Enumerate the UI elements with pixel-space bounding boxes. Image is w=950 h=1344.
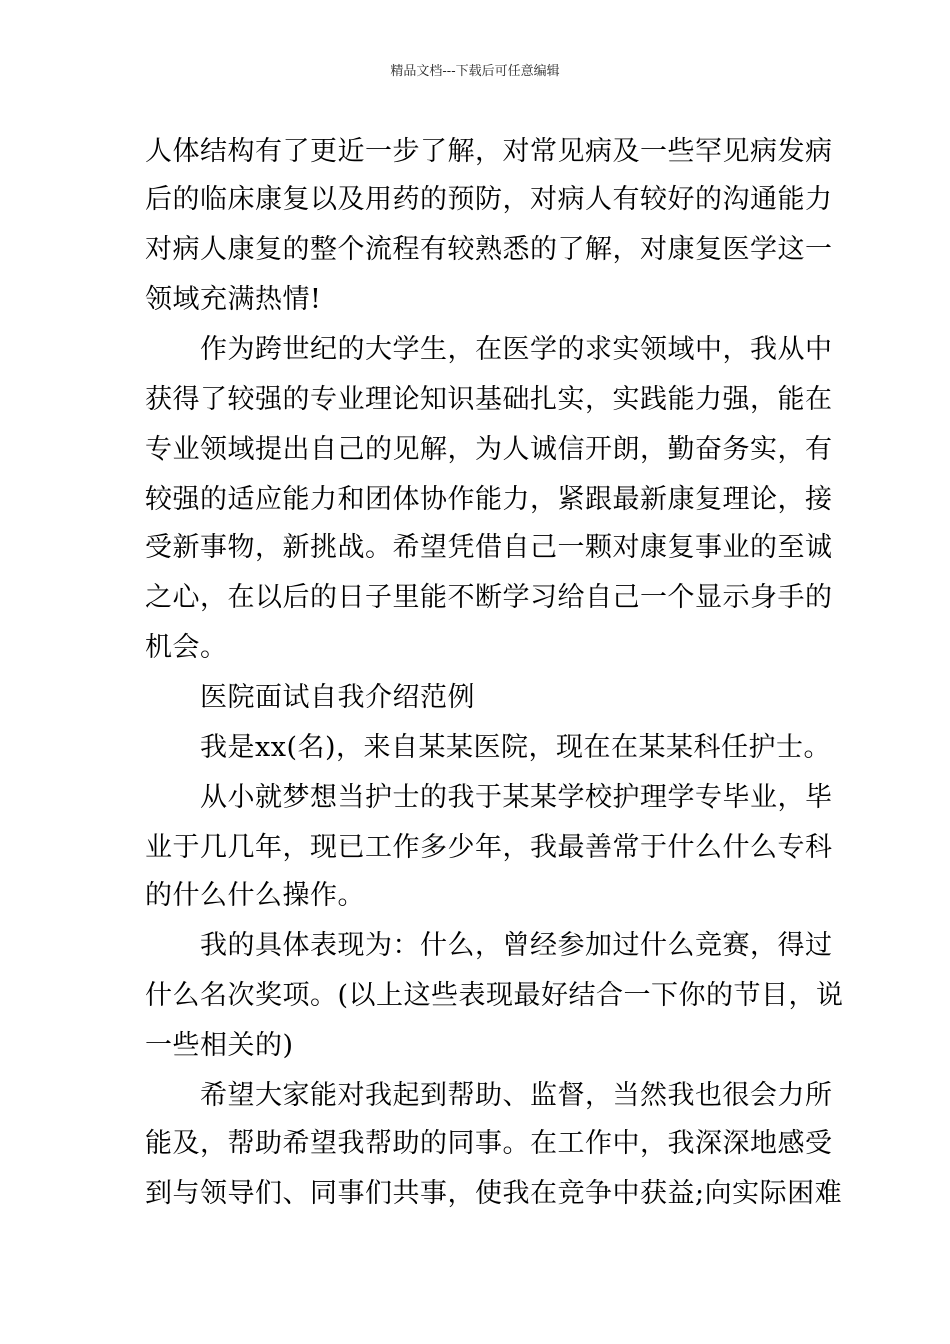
text-line: 什么名次奖项。(以上这些表现最好结合一下你的节目，说 [145, 980, 844, 1011]
text-line: 到与领导们、同事们共事，使我在竞争中获益;向实际困难 [145, 1178, 843, 1209]
page-header: 精品文档---下载后可任意编辑 [390, 64, 560, 79]
text-line: 较强的适应能力和团体协作能力，紧跟最新康复理论，接 [145, 484, 833, 515]
text-line: 希望大家能对我起到帮助、监督，当然我也很会力所 [200, 1080, 833, 1111]
text-line: 机会。 [145, 632, 228, 663]
text-line: 领域充满热情! [145, 284, 322, 315]
text-line: 人体结构有了更近一步了解，对常见病及一些罕见病发病 [145, 136, 833, 167]
text-line: 业于几几年，现已工作多少年，我最善常于什么什么专科 [145, 832, 833, 863]
text-line: 从小就梦想当护士的我于某某学校护理学专毕业，毕 [200, 782, 833, 813]
text-line: 能及，帮助希望我帮助的同事。在工作中，我深深地感受 [145, 1128, 833, 1159]
section-heading: 医院面试自我介绍范例 [200, 682, 475, 713]
text-line: 我的具体表现为：什么，曾经参加过什么竞赛，得过 [200, 930, 833, 961]
text-line: 后的临床康复以及用药的预防，对病人有较好的沟通能力 [145, 184, 833, 215]
text-line: 作为跨世纪的大学生，在医学的求实领域中，我从中 [200, 334, 833, 365]
text-line: 对病人康复的整个流程有较熟悉的了解，对康复医学这一 [145, 234, 833, 265]
text-line: 专业领域提出自己的见解，为人诚信开朗，勤奋务实，有 [145, 434, 833, 465]
text-line: 一些相关的) [145, 1030, 294, 1061]
text-line: 获得了较强的专业理论知识基础扎实，实践能力强，能在 [145, 384, 833, 415]
text-line: 的什么什么操作。 [145, 880, 365, 911]
text-line: 之心，在以后的日子里能不断学习给自己一个显示身手的 [145, 582, 833, 613]
text-line: 我是xx(名)，来自某某医院，现在在某某科任护士。 [200, 732, 832, 763]
text-line: 受新事物，新挑战。希望凭借自己一颗对康复事业的至诚 [145, 532, 833, 563]
